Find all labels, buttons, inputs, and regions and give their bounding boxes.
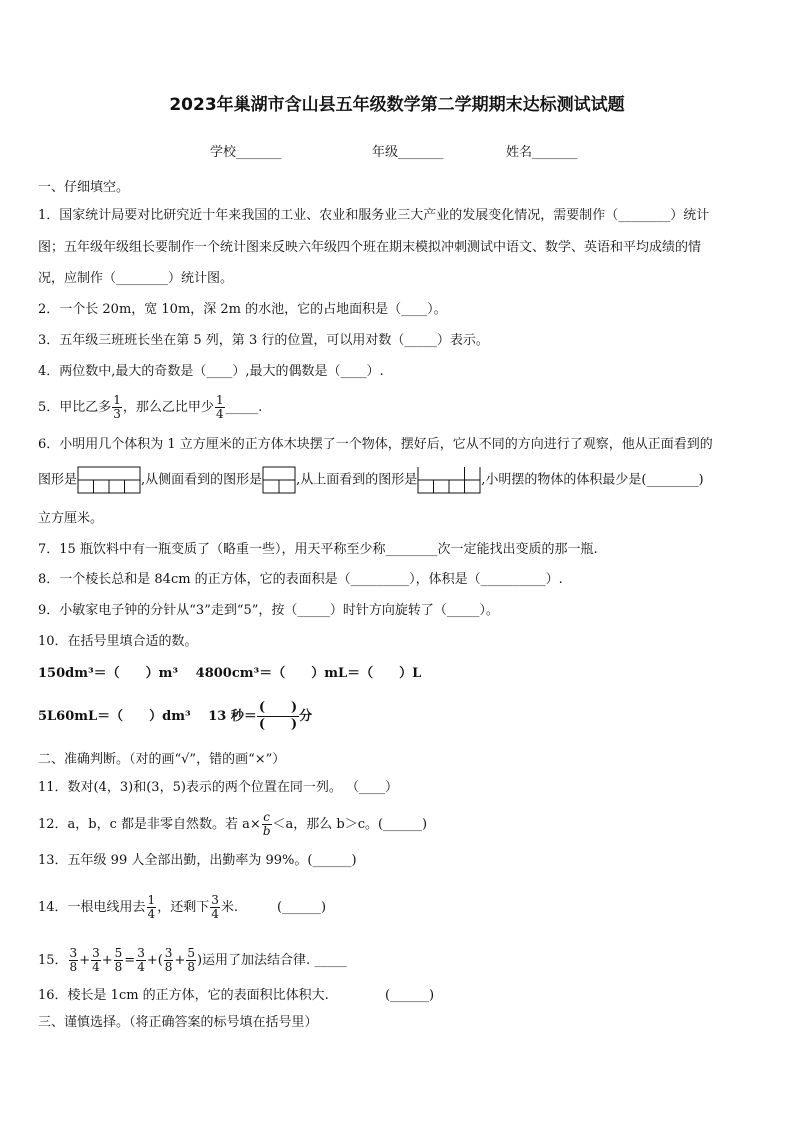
q5-fraction-1: [112, 394, 122, 421]
q3: 3．五年级三班班长坐在第 5 列，第 3 行的位置，可以用对数（_____）表示。: [38, 333, 489, 348]
q5-fraction-2: [215, 394, 225, 421]
q15-fraction-b: [91, 947, 101, 974]
q5-f2-numerator: 1: [215, 393, 224, 407]
front-view-diagram: [77, 466, 141, 494]
top-view-diagram: [417, 466, 481, 494]
q12-text-b: ＜a，那么 b＞c。(______): [272, 817, 428, 832]
q15-fd-denominator: 4: [137, 960, 145, 974]
grade-blank: _______: [398, 145, 444, 160]
q15-fa-numerator: 3: [69, 946, 78, 960]
section-3-heading: 三、谨慎选择。（将正确答案的标号填在括号里）: [38, 1015, 318, 1030]
q1-line3: 况，应制作（________）统计图。: [38, 271, 234, 286]
q12-numerator: c: [263, 810, 271, 824]
q15-fd-numerator: 3: [137, 946, 145, 960]
q1-line1: 1．国家统计局要对比研究近十年来我国的工业、农业和服务业三大产业的发展变化情况，需要制作（________）统计: [38, 208, 710, 223]
q5-f2-denominator: 4: [215, 407, 224, 421]
grade-label: 年级: [372, 145, 399, 160]
q5: [38, 394, 262, 421]
q6-line1: 6．小明用几个体积为 1 立方厘米的正方体木块摆了一个物体，摆好后，它从不同的方向进行了观察，他从正面看到的: [38, 437, 713, 452]
q4: 4．两位数中,最大的奇数是（____）,最大的偶数是（____）.: [38, 364, 384, 379]
q10-row2-text-a: 5L60mL＝（ ）dm³ 13 秒＝: [38, 709, 257, 724]
q15-op-3: =: [124, 953, 136, 968]
q6-line2: [38, 466, 704, 494]
q15-fc-denominator: 8: [114, 960, 123, 974]
q12-denominator: b: [262, 824, 271, 838]
q10-row2: [38, 700, 312, 733]
q14: [38, 894, 326, 921]
school-field: [210, 141, 282, 160]
q16: 16．棱长是 1cm 的正方体，它的表面积比体积大. (______): [38, 988, 435, 1003]
q15-fb-numerator: 3: [92, 946, 100, 960]
page-title: 2023年巢湖市含山县五年级数学第二学期期末达标测试试题: [169, 95, 625, 115]
q15-fraction-c: [114, 947, 124, 974]
section-2-heading: 二、准确判断。（对的画“√”，错的画“×”）: [38, 752, 286, 767]
q5-f1-numerator: 1: [113, 393, 121, 407]
q15-op-1: +: [79, 953, 91, 968]
side-view-diagram: [262, 466, 296, 494]
q10-fraction-numerator: ( ): [258, 700, 298, 715]
q15-op-2: +: [101, 953, 113, 968]
q14-fraction-2: [210, 894, 220, 921]
school-label: 学校: [210, 145, 237, 160]
q10-row1: 150dm³＝（ ）m³ 4800cm³＝（ ）mL＝（ ）L: [38, 666, 422, 681]
q14-f2-denominator: 4: [211, 907, 219, 921]
q15-fa-denominator: 8: [69, 960, 78, 974]
q1-line2: 图；五年级年级组长要制作一个统计图来反映六年级四个班在期末模拟冲刺测试中语文、数学、英语和平均成绩的情: [38, 240, 702, 255]
q5-text-c: _____.: [225, 400, 263, 415]
q6-text-b1: 图形是: [38, 472, 78, 488]
q15-fb-denominator: 4: [92, 960, 100, 974]
q14-text-a: 14．一根电线用去: [38, 900, 146, 915]
q15-ff-denominator: 8: [187, 960, 195, 974]
q15-fc-numerator: 5: [114, 946, 123, 960]
q14-text-b: ，还剩下: [157, 900, 210, 915]
q14-f2-numerator: 3: [211, 893, 219, 907]
q12-fraction: [262, 811, 272, 838]
q15-fe-numerator: 3: [164, 946, 173, 960]
q15-op-4: +(: [146, 953, 163, 968]
q8: 8．一个棱长总和是 84cm 的正方体，它的表面积是（_________），体积是（__________）.: [38, 572, 563, 587]
q15-op-5: +: [174, 953, 186, 968]
q6-text-b4: ,小明摆的物体的体积最少是(________): [481, 472, 704, 488]
q10-fraction-denominator: ( ): [258, 717, 298, 732]
q6-line3: 立方厘米。: [38, 511, 104, 526]
q15-fe-denominator: 8: [164, 960, 173, 974]
q7: 7．15 瓶饮料中有一瓶变质了（略重一些），用天平称至少称________次一定能找出变质的那一瓶.: [38, 542, 598, 557]
name-label: 姓名: [506, 145, 533, 160]
q15-fraction-e: [164, 947, 174, 974]
name-blank: _______: [532, 145, 578, 160]
school-blank: _______: [236, 145, 282, 160]
q14-fraction-1: [147, 894, 157, 921]
q14-f1-denominator: 4: [147, 907, 156, 921]
q5-text-b: ，那么乙比甲少: [122, 400, 214, 415]
q10-row2-text-b: 分: [299, 709, 313, 724]
q5-text-a: 5．甲比乙多: [38, 400, 112, 415]
section-1-heading: 一、仔细填空。: [38, 180, 130, 195]
q15-fraction-a: [69, 947, 79, 974]
q10-fraction: [257, 700, 299, 733]
q13: 13．五年级 99 人全部出勤，出勤率为 99%。(______): [38, 853, 357, 868]
q15: [38, 947, 347, 974]
q11: 11．数对(4，3)和(3，5)表示的两个位置在同一列。 （____）: [38, 780, 399, 795]
grade-field: [372, 141, 444, 160]
q15-fraction-d: [136, 947, 146, 974]
q14-f1-numerator: 1: [147, 893, 156, 907]
q6-text-b2: ,从侧面看到的图形是: [141, 472, 263, 488]
q6-text-b3: ,从上面看到的图形是: [296, 472, 418, 488]
q9: 9．小敏家电子钟的分针从“3”走到“5”，按（_____）时针方向旋转了（_____）。: [38, 603, 499, 618]
q15-ff-numerator: 5: [187, 946, 195, 960]
q2: 2．一个长 20m，宽 10m，深 2m 的水池，它的占地面积是（____）。: [38, 302, 447, 317]
q10-heading: 10．在括号里填合适的数。: [38, 634, 198, 649]
q15-fraction-f: [186, 947, 196, 974]
q15-text-a: 15．: [38, 953, 68, 968]
name-field: [506, 141, 578, 160]
q15-text-end: )运用了加法结合律. _____: [196, 953, 347, 968]
q14-text-c: 米. (______): [220, 900, 327, 915]
q12: [38, 811, 427, 838]
q12-text-a: 12．a，b，c 都是非零自然数。若 a×: [38, 817, 261, 832]
q5-f1-denominator: 3: [113, 407, 121, 421]
